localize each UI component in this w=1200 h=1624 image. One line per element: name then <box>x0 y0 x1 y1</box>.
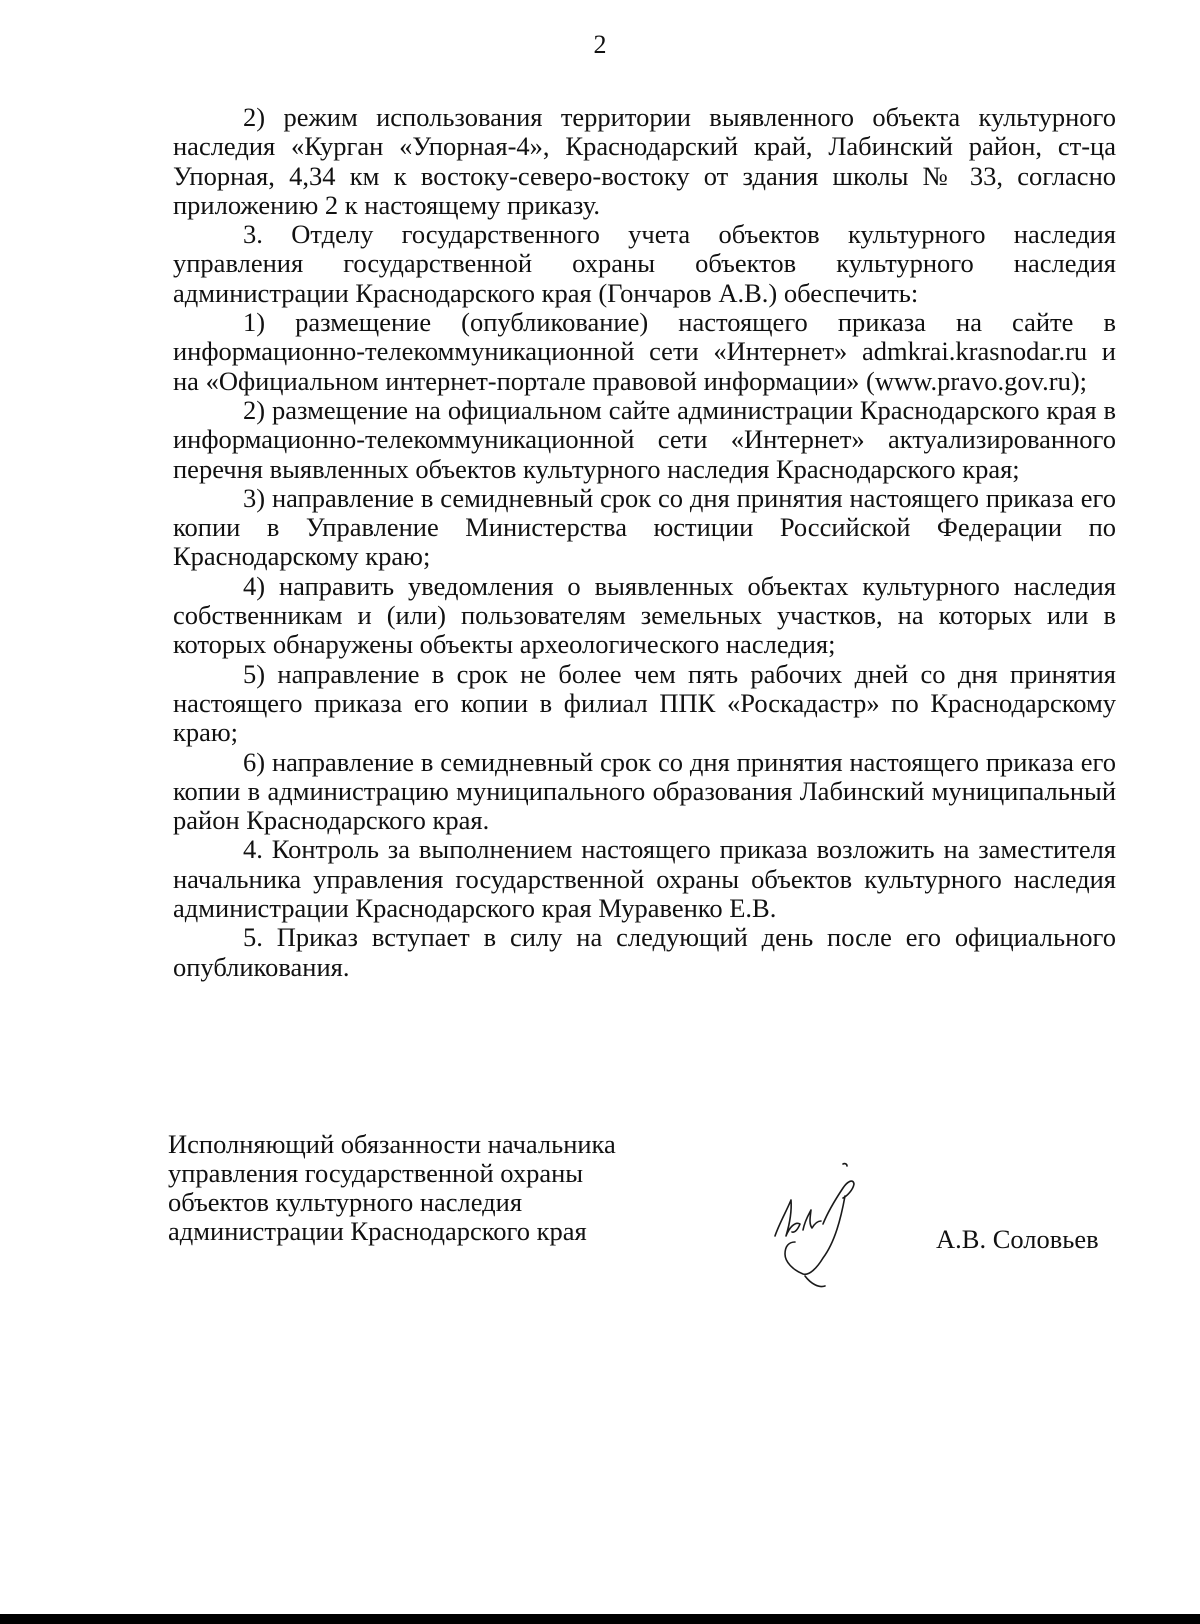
document-body <box>173 103 1116 982</box>
paragraph-publication-item-4: 4) направить уведомления о выявленных объектах культурного наследия собственникам и (или) пользователям земельных участков, на которых или в которых обнаружены объекты археологического наследия; <box>173 570 1116 660</box>
signatory-position <box>168 1130 688 1246</box>
paragraph-publication-item-5: 5) направление в срок не более чем пять рабочих дней со дня принятия настоящего приказа его копии в филиал ППК «Роскадастр» по Краснодарскому краю; <box>173 658 1116 748</box>
paragraph-publication-item-6: 6) направление в семидневный срок со дня принятия настоящего приказа его копии в администрацию муниципального образования Лабинский муниципальный район Краснодарского края. <box>173 746 1116 836</box>
handwritten-signature <box>765 1158 875 1308</box>
bottom-scan-edge <box>0 1614 1200 1624</box>
page-number: 2 <box>593 30 607 59</box>
signatory-position-line: администрации Краснодарского края <box>168 1216 587 1246</box>
paragraph-section-3: 3. Отделу государственного учета объектов культурного наследия управления государственной охраны объектов культурного наследия администрации Краснодарского края (Гончаров А.В.) обеспечить: <box>173 219 1116 308</box>
paragraph-publication-item-1: 1) размещение (опубликование) настоящего приказа на сайте в информационно-телекоммуникационной сети «Интернет» admkrai.krasnodar.ru и на «Официальном интернет-портале правовой информации» (www.pravo.gov.ru); <box>173 307 1116 396</box>
signatory-position-line: объектов культурного наследия <box>168 1187 523 1217</box>
signer-name: А.В. Соловьев <box>936 1224 1099 1254</box>
signatory-position-line: управления государственной охраны <box>168 1158 584 1188</box>
paragraph-publication-item-2: 2) размещение на официальном сайте администрации Краснодарского края в информационно-телекоммуникационной сети «Интернет» актуализированного перечня выявленных объектов культурного наследия Краснодарского края; <box>173 394 1116 484</box>
paragraph-publication-item-3: 3) направление в семидневный срок со дня принятия настоящего приказа его копии в Управление Министерства юстиции Российской Федерации по Краснодарскому краю; <box>173 482 1116 572</box>
paragraph-section-4: 4. Контроль за выполнением настоящего приказа возложить на заместителя начальника управления государственной охраны объектов культурного наследия администрации Краснодарского края Муравенко Е.В. <box>173 834 1116 924</box>
paragraph-section-5: 5. Приказ вступает в силу на следующий день после его официального опубликования. <box>173 922 1116 982</box>
paragraph-regime-item-2: 2) режим использования территории выявленного объекта культурного наследия «Курган «Упорная-4», Краснодарский край, Лабинский район, ст-ца Упорная, 4,34 км к востоку-северо-востоку от здания школы № 33, согласно приложению 2 к настоящему приказу. <box>173 102 1116 220</box>
signatory-position-line: Исполняющий обязанности начальника <box>168 1129 616 1159</box>
